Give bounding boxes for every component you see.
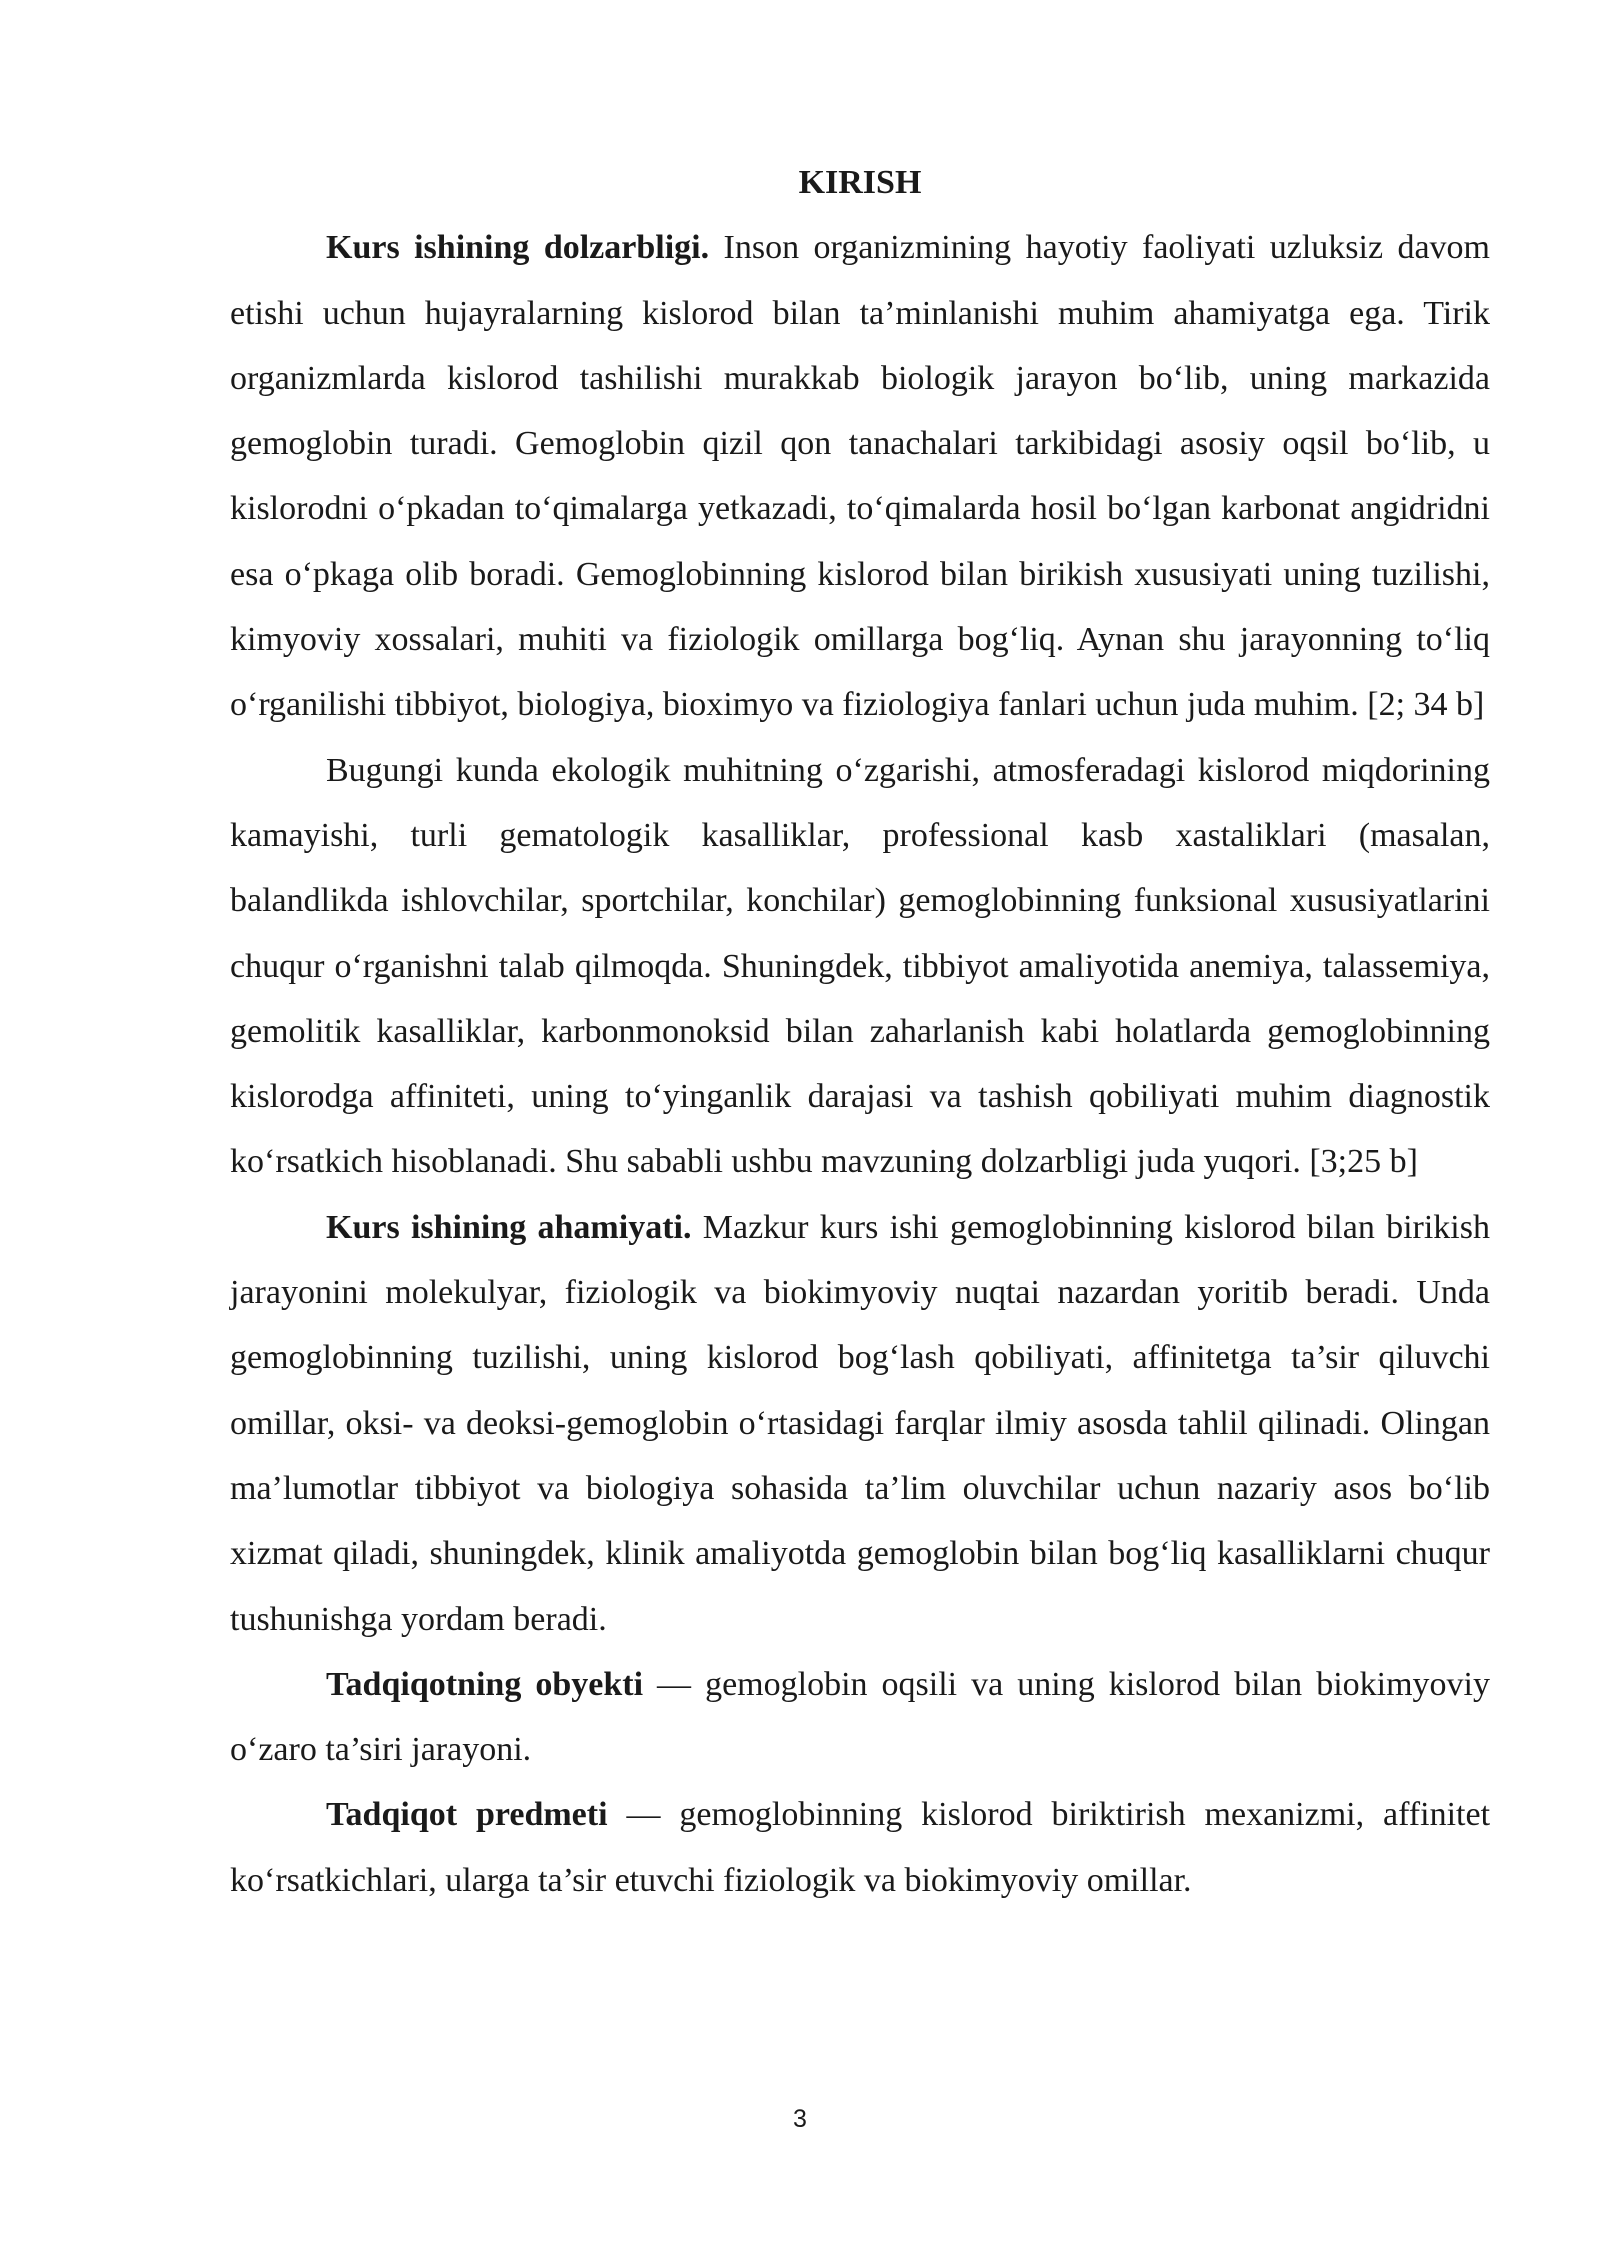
page-number: 3: [793, 2105, 807, 2133]
paragraph-text: — gemoglobin oqsili va uning kislorod bilan biokimyoviy o‘zaro ta’siri jarayoni.: [230, 1665, 1490, 1769]
paragraph-text: Bugungi kunda ekologik muhitning o‘zgarishi, atmosferadagi kislorod miqdorining kamayishi, turli gematologik kasalliklar, professional kasb xastaliklari (masalan, balandlikda ishlovchilar, sportchilar, konchilar) gemoglobinning funksional xususiyatlarini chuqur o‘rganishni talab qilmoqda. Shuningdek, tibbiyot amaliyotida anemiya, talassemiya, gemolitik kasalliklar, karbonmonoksid bilan zaharlanish kabi holatlarda gemoglobinning kislorodga affiniteti, uning to‘yinganlik darajasi va tashish qobiliyati muhim diagnostik ko‘rsatkich hisoblanadi. Shu sababli ushbu mavzuning dolzarbligi juda yuqori. [3;25 b]: [230, 751, 1490, 1181]
paragraph-research-object: [230, 1652, 1490, 1783]
paragraph-text: Mazkur kurs ishi gemoglobinning kislorod bilan birikish jarayonini molekulyar, fiziologik va biokimyoviy nuqtai nazardan yoritib beradi. Unda gemoglobinning tuzilishi, uning kislorod bog‘lash qobiliyati, affinitetga ta’sir qiluvchi omillar, oksi- va deoksi-gemoglobin o‘rtasidagi farqlar ilmiy asosda tahlil qilinadi. Olingan ma’lumotlar tibbiyot va biologiya sohasida ta’lim oluvchilar uchun nazariy asos bo‘lib xizmat qiladi, shuningdek, klinik amaliyotda gemoglobin bilan bog‘liq kasalliklarni chuqur tushunishga yordam beradi.: [230, 1208, 1490, 1638]
paragraph-significance: [230, 1195, 1490, 1652]
paragraph-research-subject: [230, 1782, 1490, 1913]
paragraph-context: [230, 738, 1490, 1195]
paragraph-text: — gemoglobinning kislorod biriktirish mexanizmi, affinitet ko‘rsatkichlari, ularga ta’sir etuvchi fiziologik va biokimyoviy omillar.: [230, 1796, 1491, 1899]
paragraph-text: Inson organizmining hayotiy faoliyati uzluksiz davom etishi uchun hujayralarning kislorod bilan ta’minlanishi muhim ahamiyatga ega. Tirik organizmlarda kislorod tashilishi murakkab biologik jarayon bo‘lib, uning markazida gemoglobin turadi. Gemoglobin qizil qon tanachalari tarkibidagi asosiy oqsil bo‘lib, u kislorodni o‘pkadan to‘qimalarga yetkazadi, to‘qimalarda hosil bo‘lgan karbonat angidridni esa o‘pkaga olib boradi. Gemoglobinning kislorod bilan birikish xususiyati uning tuzilishi, kimyoviy xossalari, muhiti va fiziologik omillarga bog‘liq. Aynan shu jarayonning to‘liq o‘rganilishi tibbiyot, biologiya, bioximyo va fiziologiya fanlari uchun juda muhim. [2; 34 b]: [230, 229, 1490, 724]
paragraph-lead: Tadqiqotning obyekti: [326, 1665, 644, 1703]
paragraph-lead: Tadqiqot predmeti: [326, 1796, 608, 1834]
page-content: [230, 150, 1490, 1913]
section-title: KIRISH: [798, 164, 922, 201]
paragraph-relevance: [230, 215, 1490, 737]
paragraph-lead: Kurs ishining dolzarbligi.: [326, 229, 710, 267]
paragraph-lead: Kurs ishining ahamiyati.: [326, 1208, 692, 1246]
